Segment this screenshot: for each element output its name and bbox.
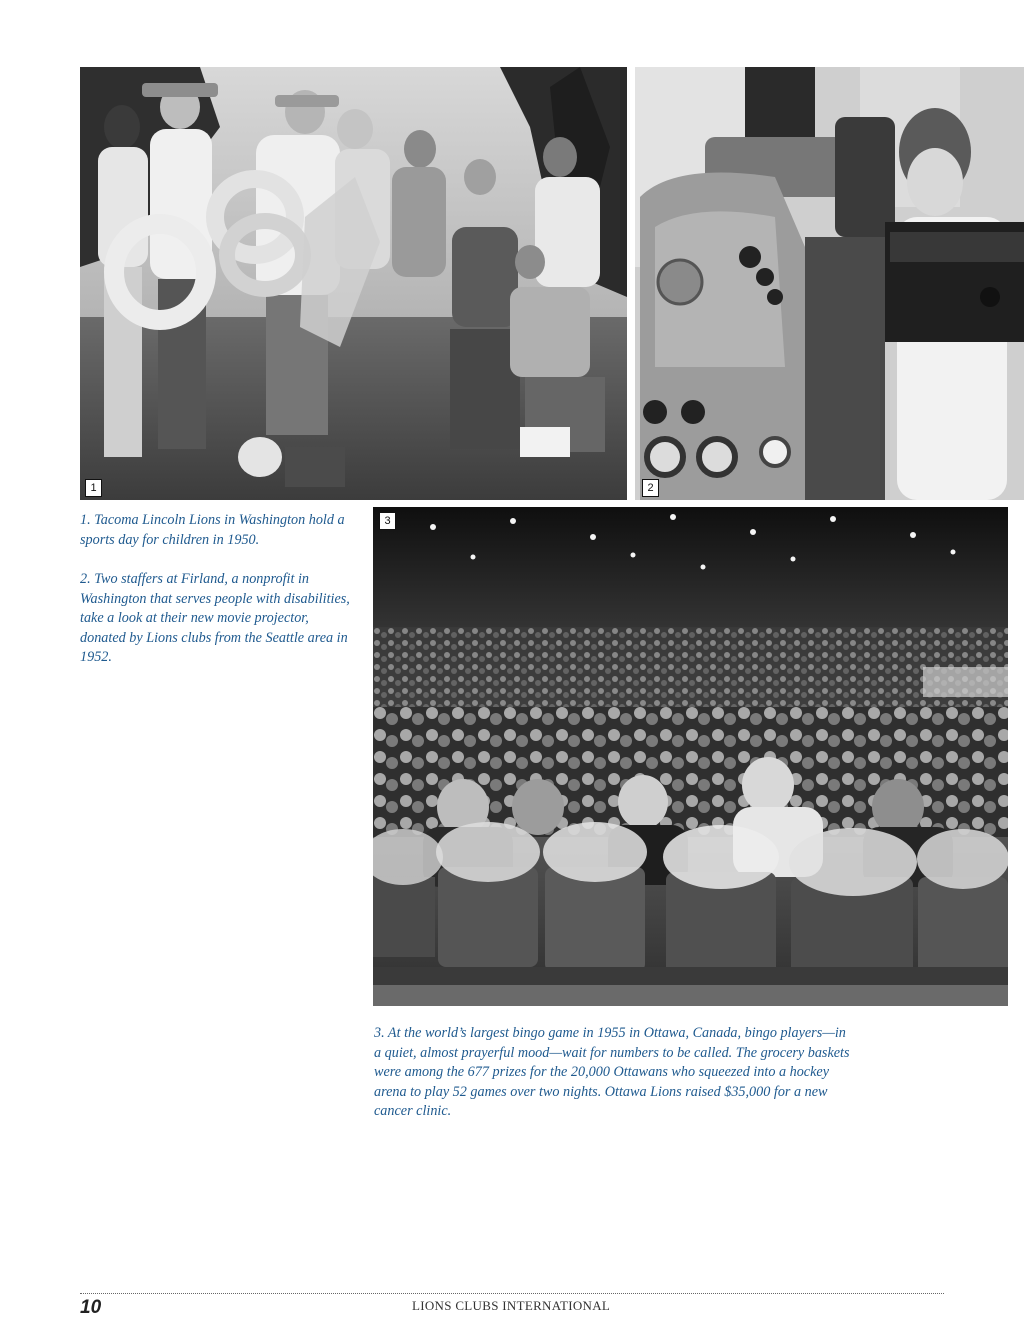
photo-number-1: 1 [85, 479, 102, 497]
photo-number-3: 3 [379, 512, 396, 530]
caption-movie-projector: 2. Two staffers at Firland, a nonprofit in Washington that serves people with disabilities, take a look at their new movie projector, donated by Lions clubs from the Seattle area in 1952. [80, 571, 350, 665]
photo-bingo-arena-image [373, 507, 1008, 1006]
page-number: 10 [80, 1297, 102, 1318]
footer-rule [80, 1293, 944, 1294]
photo-sports-day [80, 67, 627, 500]
photo-movie-projector-image [635, 67, 1024, 500]
photo-movie-projector [635, 67, 1024, 500]
publication-title: LIONS CLUBS INTERNATIONAL [412, 1298, 611, 1313]
photo-number-2: 2 [642, 479, 659, 497]
caption-bingo-arena: 3. At the world’s largest bingo game in 1955 in Ottawa, Canada, bingo players—in a quiet, almost prayerful mood—wait for numbers to be called. The grocery baskets were among the 677 prizes for the 20,000 Ottawans who squeezed into a hockey arena to play 52 games over two nights. Ottawa Lions raised $35,000 for a new cancer clinic. [374, 1025, 850, 1119]
caption-sports-day: 1. Tacoma Lincoln Lions in Washington hold a sports day for children in 1950. [80, 512, 345, 548]
photo-sports-day-image [80, 67, 627, 500]
photo-bingo-arena [373, 507, 1008, 1006]
